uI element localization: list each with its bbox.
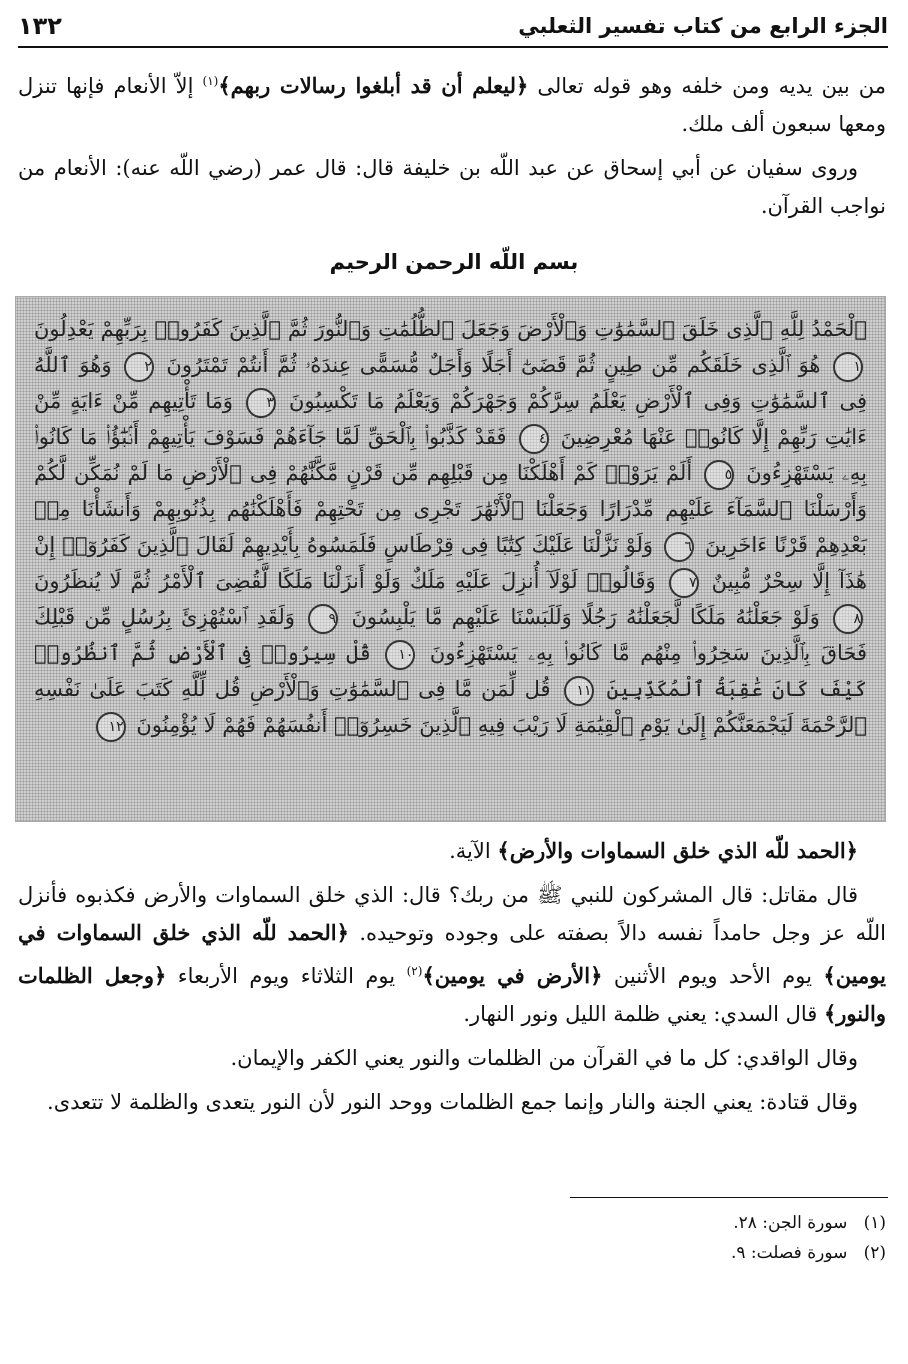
verse-text: وَقَالُوا۟ لَوْلَآ أُنزِلَ عَلَيْهِ مَلَكٌ وَلَوْ أَنزَلْنَا مَلَكًا لَّقُضِىَ ٱلْأَمْرُ ثُمَّ لَا يُنظَرُونَ	[34, 569, 656, 593]
intro-paragraph-1	[18, 62, 886, 143]
commentary-paragraph-1	[18, 832, 886, 870]
ayah-number-marker: ٤	[519, 424, 549, 454]
ayah-number-marker: ٥	[704, 460, 734, 490]
ayah-number-marker: ٦	[664, 532, 694, 562]
commentary-paragraph-3: وقال الواقدي: كل ما في القرآن من الظلمات والنور يعني الكفر والإيمان.	[230, 1046, 858, 1070]
footnote-1	[18, 1208, 886, 1238]
verse-text: وَلَوْ نَزَّلْنَا عَلَيْكَ كِتَٰبًا فِى قِرْطَاسٍ فَلَمَسُوهُ بِأَيْدِيهِمْ لَقَالَ ٱلَّذِينَ كَفَرُوٓا۟ إِنْ هَٰذَآ إِلَّا سِحْرٌ مُّبِينٌ	[34, 533, 867, 593]
verse-text: وَمَا تَأْتِيهِم مِّنْ ءَايَةٍ مِّنْ ءَايَٰتِ رَبِّهِمْ إِلَّا كَانُوا۟ عَنْهَا مُعْرِضِينَ	[34, 389, 867, 449]
intro-text-a: من بين يديه ومن خلفه وهو قوله تعالى	[528, 74, 887, 98]
intro-paragraph-2: وروى سفيان عن أبي إسحاق عن عبد اللّه بن خليفة قال: قال عمر (رضي اللّه عنه): الأنعام من نواجب القرآن.	[18, 156, 886, 218]
verse-text: وَلَوْ جَعَلْنَٰهُ مَلَكًا لَّجَعَلْنَٰهُ رَجُلًا وَلَلَبَسْنَا عَلَيْهِم مَّا يَلْبِسُونَ	[342, 605, 820, 629]
quran-quote: ﴿الأرض في يومين﴾	[422, 963, 603, 988]
commentary-text: قال مقاتل: قال المشركون للنبي ﷺ من ربك؟ قال: الذي خلق السماوات والأرض فكذبوه فأنزل اللّه عز وجل حامداً نفسه دالاً بصفته على وجوده وتوحيده.	[18, 883, 887, 945]
intro-text-b: إلاّ الأنعام فإنها تنزل ومعها سبعون ألف ملك.	[18, 74, 886, 136]
footnote-ref-1: (١)	[202, 74, 219, 88]
quran-quote: ﴿الحمد للّه الذي خلق السماوات في يومين﴾	[18, 920, 886, 988]
ayah-number-marker: ٧	[669, 568, 699, 598]
footnote-text: سورة فصلت: ٩.	[730, 1243, 848, 1263]
verse-text: هُوَ ٱلَّذِى خَلَقَكُم مِّن طِينٍ ثُمَّ قَضَىٰٓ أَجَلًا وَأَجَلٌ مُّسَمًّى عِندَهُۥ ثُمَّ أَنتُمْ تَمْتَرُونَ	[157, 353, 821, 377]
commentary-text: يوم الثلاثاء ويوم الأربعاء	[166, 964, 407, 988]
commentary-text: الآية.	[449, 839, 498, 863]
commentary-paragraph-4: وقال قتادة: يعني الجنة والنار وإنما جمع الظلمات ووحد النور لأن النور يتعدى والظلمة لا تتعدى.	[47, 1090, 858, 1114]
footnote-text: سورة الجن: ٢٨.	[733, 1213, 848, 1233]
quran-verses	[34, 311, 867, 743]
footnote-marker: (١)	[863, 1213, 886, 1233]
commentary-paragraph-2	[18, 876, 886, 1033]
verse-text: فَقَدْ كَذَّبُوا۟ بِٱلْحَقِّ لَمَّا جَآءَهُمْ فَسَوْفَ يَأْتِيهِمْ أَنۢبَٰٓؤُا۟ مَا كَانُوا۟ بِهِۦ يَسْتَهْزِءُونَ	[34, 425, 867, 485]
verse-text: قُلْ سِيرُوا۟ فِى ٱلْأَرْضِ ثُمَّ ٱنظُرُوا۟ كَيْفَ كَانَ عَٰقِبَةُ ٱلْمُكَذِّبِينَ	[34, 641, 867, 701]
verse-text: وَلَقَدِ ٱسْتُهْزِئَ بِرُسُلٍ مِّن قَبْلِكَ فَحَاقَ بِٱلَّذِينَ سَخِرُوا۟ مِنْهُم مَّا كَانُوا۟ بِهِۦ يَسْتَهْزِءُونَ	[34, 605, 867, 665]
footnote-marker: (٢)	[863, 1243, 886, 1263]
ayah-number-marker: ٢	[124, 352, 154, 382]
verse-text: قُل لِّمَن مَّا فِى ٱلسَّمَٰوَٰتِ وَٱلْأَرْضِ قُل لِّلَّهِ كَتَبَ عَلَىٰ نَفْسِهِ ٱلرَّحْمَةَ لَيَجْمَعَنَّكُمْ إِلَىٰ يَوْمِ ٱلْقِيَٰمَةِ لَا رَيْبَ فِيهِ ٱلَّذِينَ خَسِرُوٓا۟ أَنفُسَهُمْ فَهُمْ لَا يُؤْمِنُونَ	[34, 677, 867, 737]
intro-block	[18, 62, 886, 225]
quran-text-box	[15, 296, 886, 822]
ayah-number-marker: ٨	[833, 604, 863, 634]
ayah-number-marker: ١	[833, 352, 863, 382]
footnote-divider	[570, 1197, 888, 1198]
footnotes	[18, 1208, 886, 1268]
ayah-number-marker: ٩	[308, 604, 338, 634]
quran-quote: ﴿وجعل الظلمات والنور﴾	[18, 963, 886, 1026]
page-header	[18, 6, 888, 48]
commentary-text: يوم الأحد ويوم الأثنين	[602, 964, 824, 988]
quran-quote: ﴿ليعلم أن قد أبلغوا رسالات ربهم﴾	[218, 73, 529, 98]
ayah-number-marker: ٣	[246, 388, 276, 418]
commentary-text: قال السدي: يعني ظلمة الليل ونور النهار.	[463, 1002, 824, 1026]
verse-text: وَهُوَ ٱللَّهُ فِى ٱلسَّمَٰوَٰتِ وَفِى ٱلْأَرْضِ يَعْلَمُ سِرَّكُمْ وَجَهْرَكُمْ وَيَعْلَمُ مَا تَكْسِبُونَ	[34, 353, 867, 413]
running-title: الجزء الرابع من كتاب تفسير الثعلبي	[518, 14, 888, 38]
verse-text: ٱلْحَمْدُ لِلَّهِ ٱلَّذِى خَلَقَ ٱلسَّمَٰوَٰتِ وَٱلْأَرْضَ وَجَعَلَ ٱلظُّلُمَٰتِ وَٱلنُّورَ ثُمَّ ٱلَّذِينَ كَفَرُوا۟ بِرَبِّهِمْ يَعْدِلُونَ	[34, 317, 867, 341]
page-number: ١٣٢	[18, 12, 62, 40]
ayah-number-marker: ١٢	[96, 712, 126, 742]
ayah-number-marker: ١٠	[385, 640, 415, 670]
footnote-2	[18, 1238, 886, 1268]
ayah-number-marker: ١١	[564, 676, 594, 706]
commentary-block	[18, 832, 886, 1121]
basmala-heading: بسم اللّه الرحمن الرحيم	[329, 250, 579, 274]
verse-text: أَلَمْ يَرَوْا۟ كَمْ أَهْلَكْنَا مِن قَبْلِهِم مِّن قَرْنٍ مَّكَّنَّٰهُمْ فِى ٱلْأَرْضِ مَا لَمْ نُمَكِّن لَّكُمْ وَأَرْسَلْنَا ٱلسَّمَآءَ عَلَيْهِم مِّدْرَارًا وَجَعَلْنَا ٱلْأَنْهَٰرَ تَجْرِى مِن تَحْتِهِمْ فَأَهْلَكْنَٰهُم بِذُنُوبِهِمْ وَأَنشَأْنَا مِنۢ بَعْدِهِمْ قَرْنًا ءَاخَرِينَ	[34, 461, 867, 557]
quran-quote: ﴿الحمد للّه الذي خلق السماوات والأرض﴾	[497, 838, 858, 863]
footnote-ref-2: (٢)	[406, 964, 423, 978]
